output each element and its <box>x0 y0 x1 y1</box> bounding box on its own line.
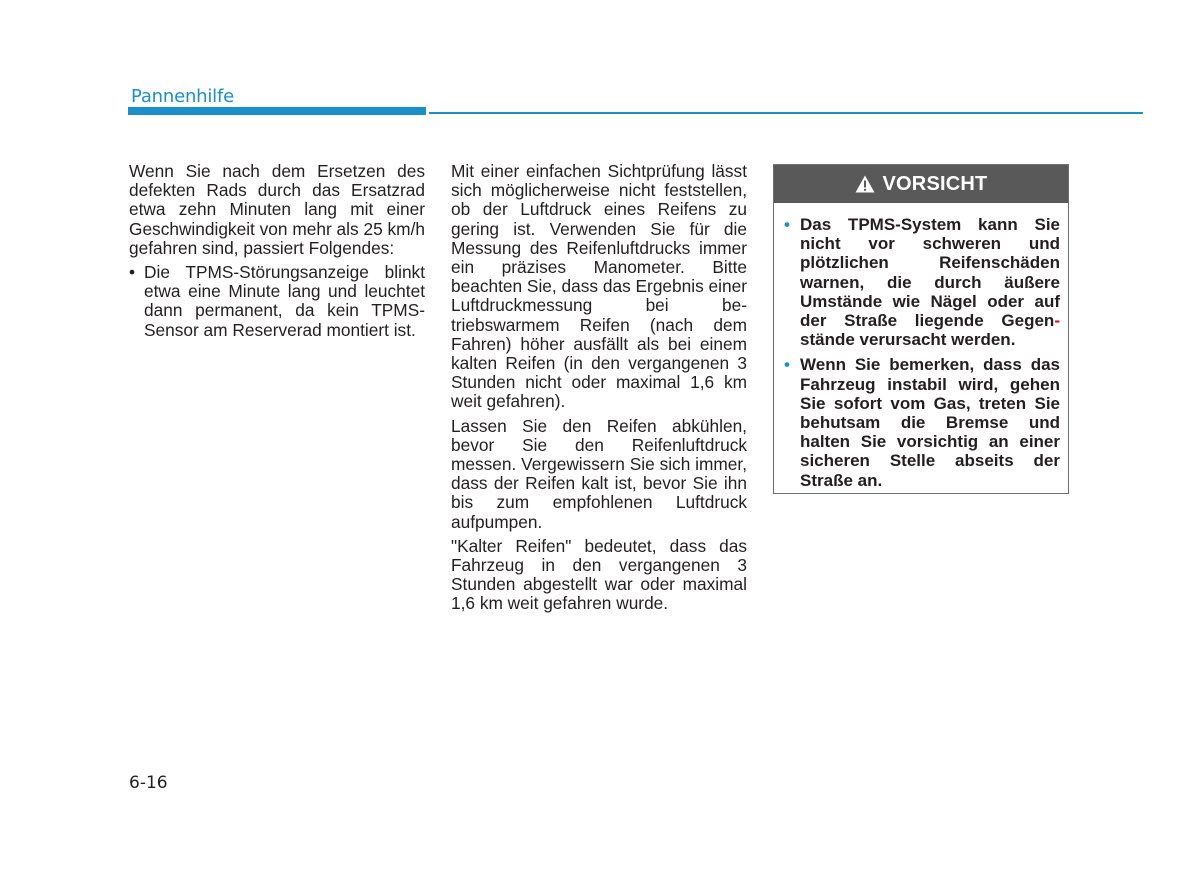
caution-item-text: Wenn Sie bemerken, dass das Fahrzeug instabil wird, gehen Sie sofort vom Gas, treten Sie behutsam die Bremse und halten Sie vorsichtig an einer sicheren Stelle abseits der Straße an. <box>800 355 1060 490</box>
caution-item <box>784 215 1060 349</box>
hyphen-mark: - <box>1054 311 1060 331</box>
caution-bullet: • <box>784 355 790 375</box>
warning-triangle-icon <box>855 175 875 193</box>
caution-bullet: • <box>784 215 790 234</box>
header-rule-thin <box>429 112 1143 114</box>
bullet-list <box>129 263 425 340</box>
caution-item <box>784 355 1060 489</box>
caution-list <box>784 215 1060 490</box>
list-item-text: Die TPMS-Störungsanzeige blinkt etwa eine Minute lang und leuchtet dann permanent, da kein TPMS-Sensor am Reserverad montiert ist. <box>144 262 425 340</box>
caution-item-text-cont: stände verursacht werden. <box>800 330 1016 350</box>
caution-header <box>774 165 1068 203</box>
column-middle <box>451 162 747 619</box>
caution-box <box>773 164 1069 494</box>
section-title: Pannenhilfe <box>131 86 234 107</box>
paragraph-2: Lassen Sie den Reifen abkühlen, bevor Sie den Reifenluftdruck messen. Vergewissern Sie sich immer, dass der Reifen kalt ist, bevor Sie ihn bis zum empfohlenen Luftdruck aufpumpen. <box>451 415 747 532</box>
caution-body <box>774 203 1068 490</box>
caution-item-text: Das TPMS-System kann Sie nicht vor schweren und plötzlichen Reifenschäden warnen, die durch äußere Umstände wie Nägel oder auf der Straße liegende Gegen <box>800 215 1060 331</box>
header-rule-thick <box>128 107 426 115</box>
column-left <box>129 162 425 345</box>
list-item <box>129 263 425 340</box>
page-number: 6-16 <box>129 773 168 793</box>
paragraph-3: "Kalter Reifen" bedeutet, dass das Fahrzeug in den vergangenen 3 Stunden abgestellt war oder maximal 1,6 km weit gefahren wurde. <box>451 535 747 614</box>
bullet-dot: • <box>129 262 136 283</box>
caution-title: VORSICHT <box>882 172 988 195</box>
intro-paragraph: Wenn Sie nach dem Ersetzen des defekten Rads durch das Ersatzrad etwa zehn Minuten lang mit einer Geschwindigkeit von mehr als 25 km/h gefahren sind, passiert Folgendes: <box>129 161 425 258</box>
paragraph-1: Mit einer einfachen Sichtprüfung lässt sich möglicherweise nicht feststellen, ob der Luftdruck eines Reifens zu gering ist. Verwenden Sie für die Messung des Reifenluftdrucks immer ein präzises Manometer. Bitte beachten Sie, dass das Ergebnis einer Luftdruckmessung bei be-triebswarmem Reifen (nach dem Fahren) höher ausfällt als bei einem kalten Reifen (in den vergangenen 3 Stunden nicht oder maximal 1,6 km weit gefahren). <box>451 161 747 412</box>
